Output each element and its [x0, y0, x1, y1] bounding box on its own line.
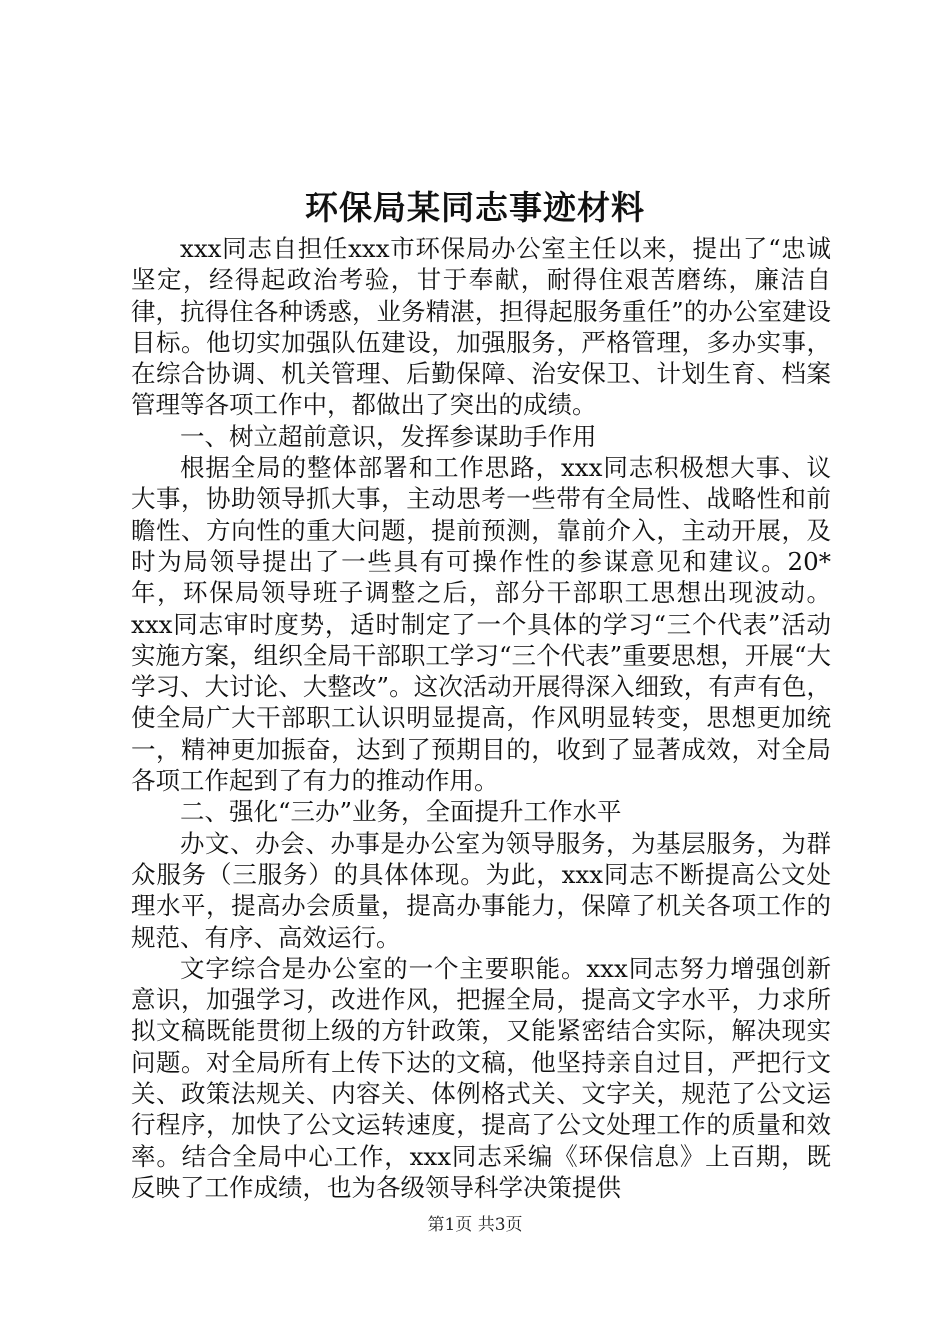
- document-body: [131, 233, 831, 1203]
- section-heading-2: 二、强化“三办”业务，全面提升工作水平: [180, 797, 622, 827]
- paragraph-section-2a: 办文、办会、办事是办公室为领导服务，为基层服务，为群众服务（三服务）的具体体现。为此，xxx同志不断提高公文处理水平，提高办会质量，提高办事能力，保障了机关各项工作的规范、有序、高效运行。: [131, 828, 831, 952]
- paragraph-intro: xxx同志自担任xxx市环保局办公室主任以来，提出了“忠诚坚定，经得起政治考验，甘于奉献，耐得住艰苦磨练，廉洁自律，抗得住各种诱惑，业务精湛，担得起服务重任”的办公室建设目标。他切实加强队伍建设，加强服务，严格管理，多办实事，在综合协调、机关管理、后勤保障、治安保卫、计划生育、档案管理等各项工作中，都做出了突出的成绩。: [131, 234, 831, 420]
- section-heading-1: 一、树立超前意识，发挥参谋助手作用: [180, 421, 597, 451]
- document-title: 环保局某同志事迹材料: [305, 188, 645, 227]
- paragraph-section-1: 根据全局的整体部署和工作思路，xxx同志积极想大事、议大事，协助领导抓大事，主动思考一些带有全局性、战略性和前瞻性、方向性的重大问题，提前预测，靠前介入，主动开展，及时为局领导提出了一些具有可操作性的参谋意见和建议。20*年，环保局领导班子调整之后，部分干部职工思想出现波动。xxx同志审时度势，适时制定了一个具体的学习“三个代表”活动实施方案，组织全局干部职工学习“三个代表”重要思想，开展“大学习、大讨论、大整改”。这次活动开展得深入细致，有声有色，使全局广大干部职工认识明显提高，作风明显转变，思想更加统一，精神更加振奋，达到了预期目的，收到了显著成效，对全局各项工作起到了有力的推动作用。: [131, 453, 831, 796]
- paragraph-section-2b: 文字综合是办公室的一个主要职能。xxx同志努力增强创新意识，加强学习，改进作风，把握全局，提高文字水平，力求所拟文稿既能贯彻上级的方针政策，又能紧密结合实际，解决现实问题。对全局所有上传下达的文稿，他坚持亲自过目，严把行文关、政策法规关、内容关、体例格式关、文字关，规范了公文运行程序，加快了公文运转速度，提高了公文处理工作的质量和效率。结合全局中心工作，xxx同志采编《环保信息》上百期，既反映了工作成绩，也为各级领导科学决策提供: [131, 953, 831, 1202]
- page-number-footer: 第1页 共3页: [427, 1215, 523, 1235]
